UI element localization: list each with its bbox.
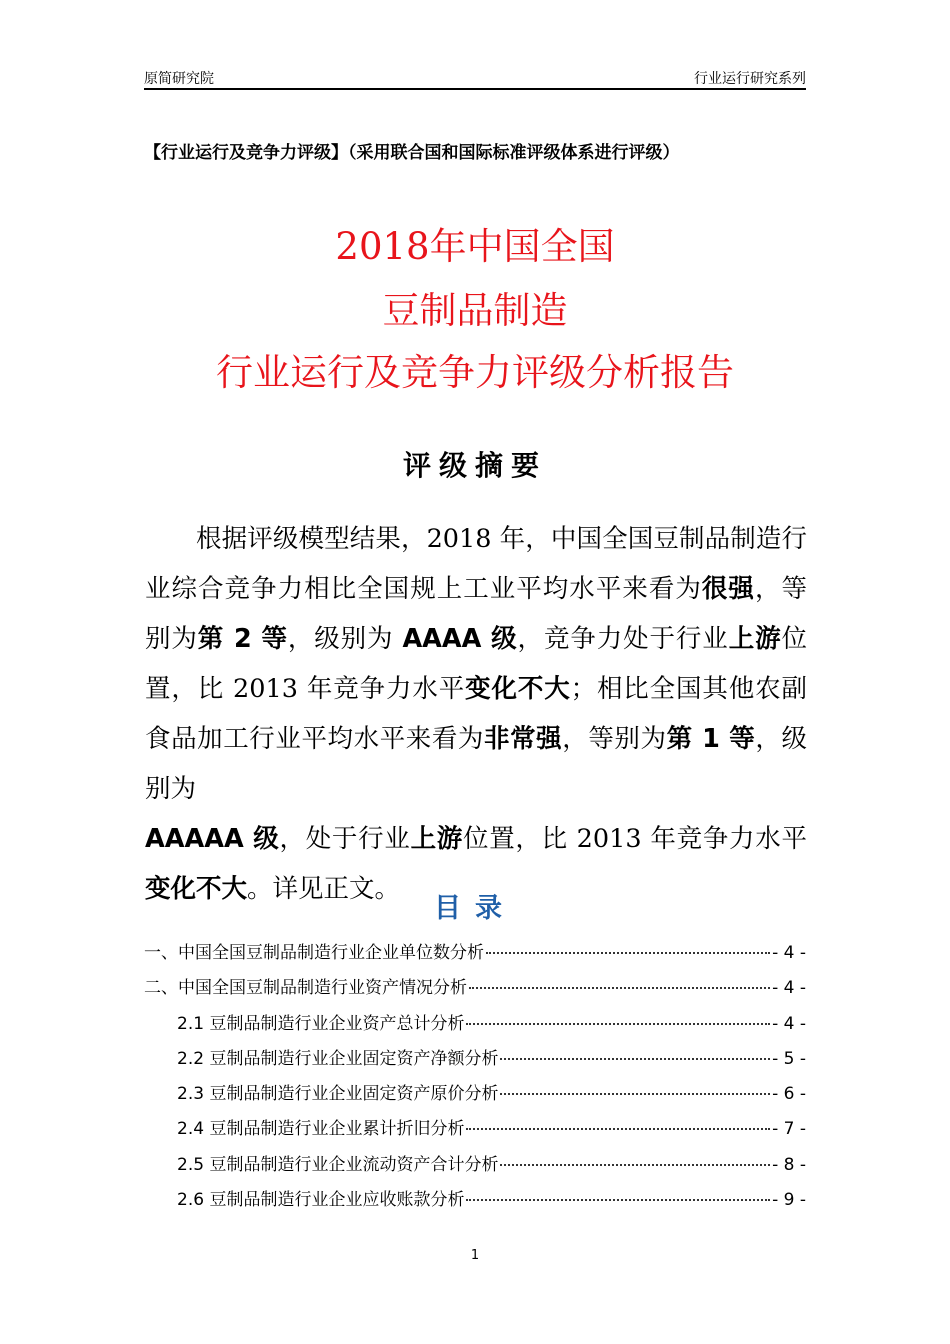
summary-emphasis: AAAAA 级 — [145, 823, 280, 854]
toc-entry-page: - 5 - — [772, 1048, 806, 1069]
toc-entry-page: - 9 - — [772, 1190, 806, 1211]
toc-entry-label: 二、中国全国豆制品制造行业资产情况分析 — [144, 978, 467, 999]
summary-text: 位置，比 2013 年竞争力水平 — [463, 823, 807, 854]
toc-entry[interactable] — [144, 938, 806, 973]
page-header — [144, 68, 806, 90]
toc-leader — [500, 1164, 770, 1166]
toc-entry-label: 2.2 豆制品制造行业企业固定资产净额分析 — [177, 1048, 499, 1069]
summary-text: ，等别为 — [562, 723, 667, 754]
toc-leader — [500, 1093, 770, 1095]
summary-text: ，处于行业 — [279, 823, 411, 854]
toc-heading: 目录 — [434, 893, 516, 924]
summary-emphasis: 变化不大 — [465, 673, 571, 704]
header-org: 原简研究院 — [144, 71, 214, 87]
summary-text: ，等别为 — [145, 573, 807, 654]
summary-emphasis: 上游 — [728, 623, 782, 654]
summary-emphasis: 变化不大 — [145, 873, 248, 904]
toc-entry[interactable] — [144, 1009, 806, 1044]
toc-leader — [466, 1128, 770, 1130]
toc-leader — [466, 1199, 770, 1201]
summary-text: ，竞争力处于行业 — [517, 623, 729, 654]
report-tagline: 【行业运行及竞争力评级】（采用联合国和国际标准评级体系进行评级） — [144, 143, 680, 163]
toc-entry[interactable] — [144, 1079, 806, 1114]
page-number: 1 — [470, 1248, 480, 1263]
toc-entry-label: 2.1 豆制品制造行业企业资产总计分析 — [177, 1013, 465, 1034]
toc-entry-page: - 6 - — [772, 1084, 806, 1105]
header-series: 行业运行研究系列 — [694, 71, 806, 87]
toc-entry-label: 2.5 豆制品制造行业企业流动资产合计分析 — [177, 1154, 499, 1175]
toc-leader — [469, 987, 770, 989]
summary-text: ；相比全国其他农副食品加工行业平均水平来看为 — [145, 673, 807, 754]
toc-entry[interactable] — [144, 1044, 806, 1079]
toc-entry-label: 2.3 豆制品制造行业企业固定资产原价分析 — [177, 1084, 499, 1105]
summary-emphasis: AAAA 级 — [402, 623, 518, 654]
toc-entry-label: 一、中国全国豆制品制造行业企业单位数分析 — [144, 943, 484, 963]
toc-entry[interactable] — [144, 973, 806, 1008]
title-line-2: 豆制品制造 — [382, 289, 568, 332]
summary-heading: 评级摘要 — [402, 449, 547, 482]
summary-emphasis: 第 1 等 — [666, 723, 756, 754]
toc-entry-page: - 4 - — [772, 1013, 806, 1034]
summary-emphasis: 非常强 — [484, 723, 563, 754]
summary-emphasis: 第 2 等 — [197, 623, 288, 654]
summary-emphasis: 上游 — [410, 823, 463, 854]
toc-entry[interactable] — [144, 1114, 806, 1149]
title-line-1: 2018年中国全国 — [335, 225, 615, 268]
summary-text: 。详见正文。 — [247, 873, 401, 904]
toc-entry[interactable] — [144, 1185, 806, 1220]
toc-entry-label: 2.6 豆制品制造行业企业应收账款分析 — [177, 1190, 465, 1211]
toc-leader — [466, 1023, 770, 1025]
summary-paragraph — [145, 514, 807, 914]
toc-entry-page: - 4 - — [772, 943, 806, 963]
title-line-3: 行业运行及竞争力评级分析报告 — [216, 351, 734, 394]
summary-text: ，级别为 — [145, 723, 807, 804]
toc-entry-page: - 4 - — [772, 978, 806, 999]
toc-entry-page: - 8 - — [772, 1154, 806, 1175]
summary-emphasis: 很强 — [701, 573, 755, 604]
toc-entry-page: - 7 - — [772, 1119, 806, 1140]
summary-text: 根据评级模型结果，2018 年，中国全国豆制品制造行业综合竞争力相比全国规上工业平均水平来看为 — [145, 523, 807, 604]
toc-leader — [500, 1058, 770, 1060]
table-of-contents — [144, 938, 806, 1220]
toc-entry[interactable] — [144, 1150, 806, 1185]
summary-text: ，级别为 — [287, 623, 403, 654]
summary-text: 位置，比 2013 年竞争力水平 — [145, 623, 807, 704]
toc-entry-label: 2.4 豆制品制造行业企业累计折旧分析 — [177, 1119, 465, 1140]
toc-leader — [486, 952, 770, 954]
